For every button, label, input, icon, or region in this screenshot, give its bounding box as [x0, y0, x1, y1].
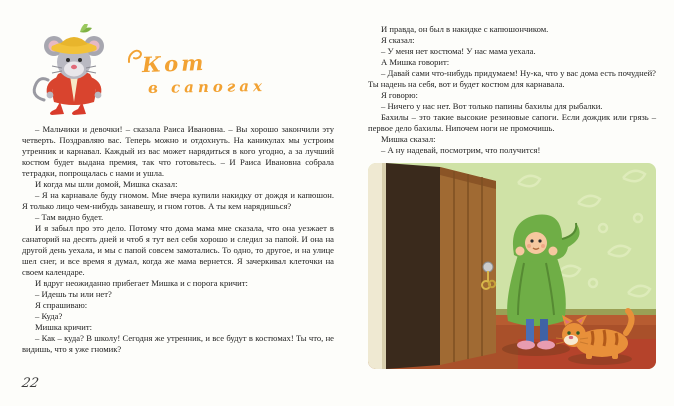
paragraph: И правда, он был в накидке с капюшончиком.	[381, 24, 549, 34]
paragraph: Бахилы – это такие высокие резиновые сапоги. Если дождик или грязь – первое дело бахилы. Нипочем ноги не промочишь.	[368, 112, 656, 133]
paragraph: – А ну надевай, посмотрим, что получится!	[381, 145, 541, 155]
right-page	[368, 24, 656, 369]
paragraph: И я забыл про это дело. Потому что дома мама мне сказала, что она уезжает в санаторий на десять дней и чтоб я тут вел себя хорошо и следил за папой. И она на другой день уехала, и мы с папой совсем замотались. То одно, то другое, и на улице шел снег, и все время я думал, когда же мама вернется. Я зачеркивал клеточки на своем календаре.	[22, 223, 334, 277]
scene-illustration-frame	[368, 163, 656, 369]
paragraph: – Там видно будет.	[35, 212, 104, 222]
page-number: 22	[20, 376, 40, 391]
left-column-text	[22, 124, 334, 355]
paragraph: – Идешь ты или нет?	[35, 289, 112, 299]
gnome-costume-scene-illustration	[368, 163, 656, 369]
right-column-text	[368, 24, 656, 156]
chapter-title-line1: Кот	[141, 49, 207, 78]
paragraph: – Как – куда? В школу! Сегодня же утренник, и все будут в костюмах! Ты что, не видишь, что я уже гномик?	[22, 333, 334, 354]
paragraph: – Я на карнавале буду гномом. Мне вчера купили накидку от дождя и капюшон. Я только лицо чем-нибудь занавешу, и гном готов. А ты кем нарядишься?	[22, 190, 334, 211]
mouse-in-boots-illustration	[22, 24, 126, 118]
chapter-title-line2: в сапогах	[147, 76, 267, 98]
paragraph: А Мишка говорит:	[381, 57, 450, 67]
paragraph: – Давай сами что-нибудь придумаем! Ну-ка, что у вас дома есть почудней? Ты надень на себя, вот и будет костюм для карнавала.	[368, 68, 656, 89]
chapter-header	[22, 24, 334, 118]
paragraph: И вдруг неожиданно прибегает Мишка и с порога кричит:	[35, 278, 248, 288]
paragraph: Я спрашиваю:	[35, 300, 88, 310]
chapter-title	[142, 24, 266, 96]
paragraph: Мишка кричит:	[35, 322, 93, 332]
paragraph: Мишка сказал:	[381, 134, 436, 144]
left-page	[20, 24, 334, 391]
paragraph: – У меня нет костюма! У нас мама уехала.	[381, 46, 536, 56]
paragraph: И когда мы шли домой, Мишка сказал:	[35, 179, 178, 189]
paragraph: Я говорю:	[381, 90, 418, 100]
paragraph: – Ничего у нас нет. Вот только папины бахилы для рыбалки.	[381, 101, 603, 111]
paragraph: – Мальчики и девочки! – сказала Раиса Ивановна. – Вы хорошо закончили эту четверть. Поздравляю вас. Теперь можно и отдохнуть. На каникулах мы устроим утренник и карнавал. Каждый из вас может нарядиться в кого угодно, а за лучший костюм будет выдана премия, так что готовьтесь. – И Раиса Ивановна собрала тетрадки, попрощалась с нами и ушла.	[22, 124, 334, 178]
paragraph: Я сказал:	[381, 35, 415, 45]
paragraph: – Куда?	[35, 311, 63, 321]
